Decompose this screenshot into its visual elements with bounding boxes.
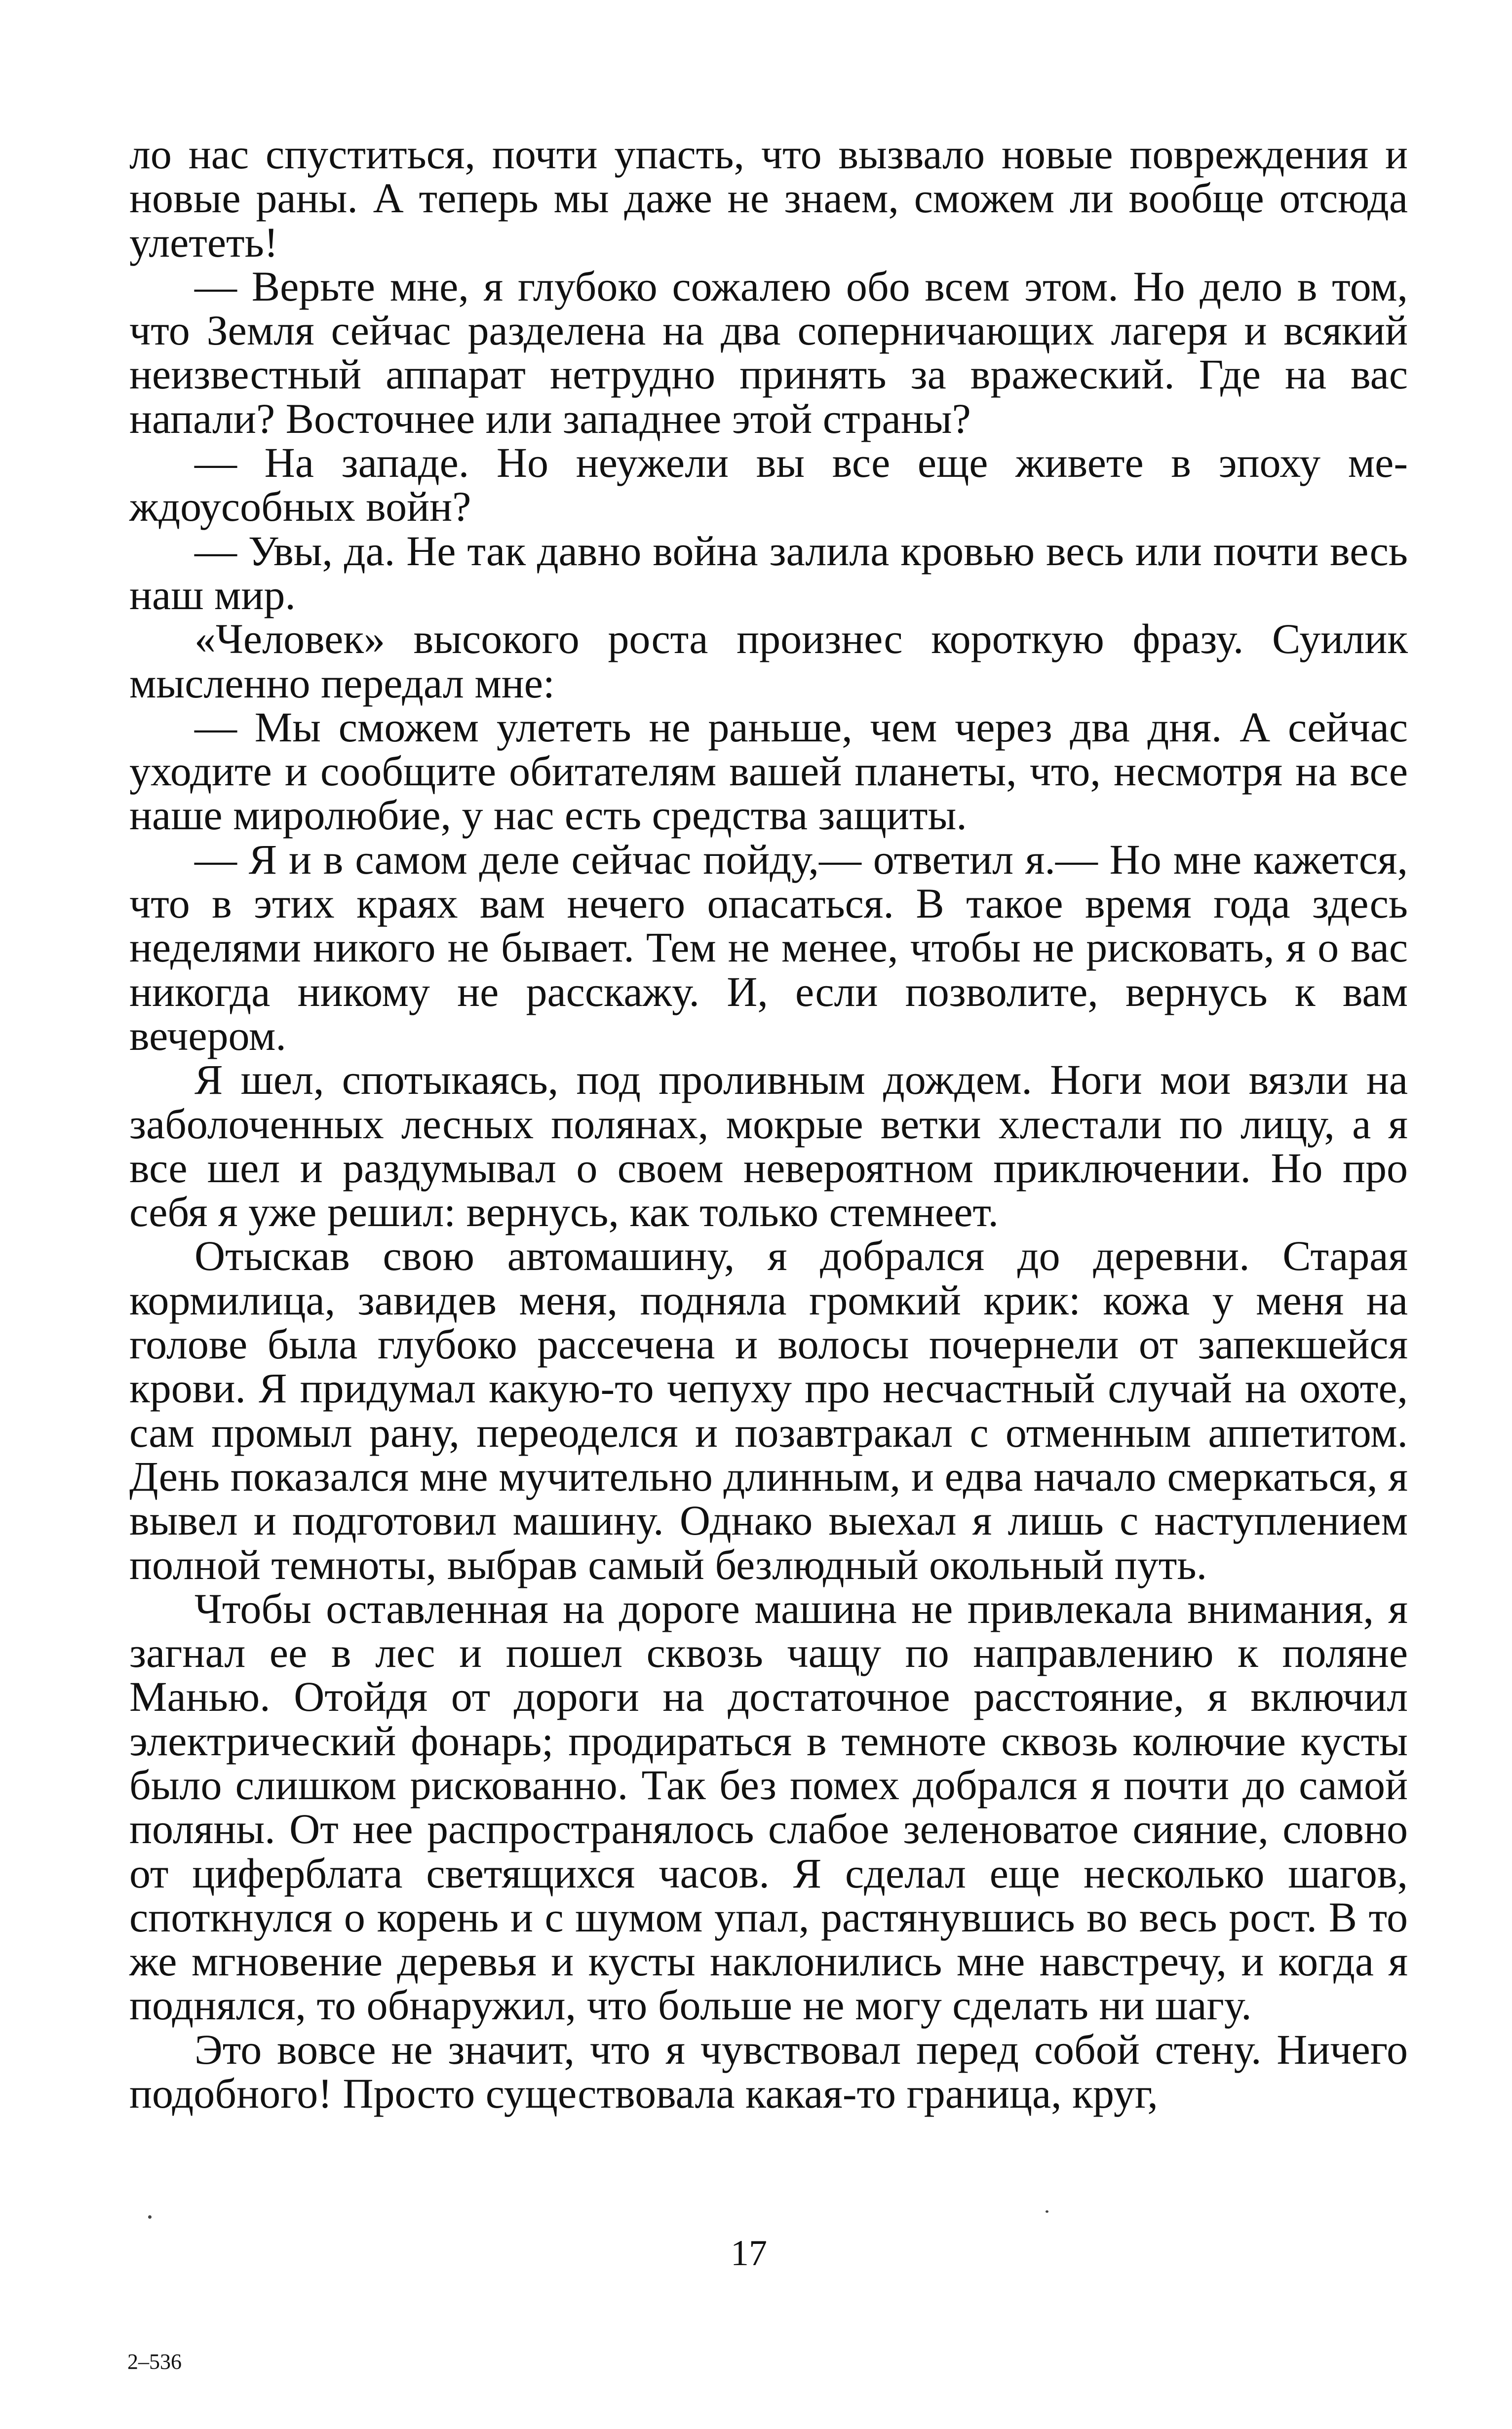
paragraph-10: Чтобы оставленная на дороге машина не привлекала внимания, я загнал ее в лес и пошел сквозь чащу по направлению к поляне Манью. Отойдя от дороги на достаточное расстояние, я включил электрический фонарь; продираться в темноте сквозь колючие кусты было слишком рискованно. Так без помех добрался я почти до самой поляны. От нее распространялось слабое зеленоватое сияние, словно от циферблата светящихся часов. Я сделал еще несколько шагов, споткнулся о корень и с шумом упал, растянувшись во весь рост. В то же мгновение деревья и кусты наклонились мне навстречу, и когда я поднялся, то обнаружил, что больше не могу сделать ни шагу. (129, 1584, 1408, 2029)
page-number: 17 (731, 2233, 767, 2274)
paragraph-4: — Увы, да. Не так давно война залила кровью весь или почти весь наш мир. (129, 527, 1408, 618)
paragraph-2: — Верьте мне, я глубоко сожалею обо всем этом. Но дело в том, что Земля сейчас разделена на два соперничающих лагеря и всякий неизвестный аппарат нетрудно принять за вражеский. Где на вас напали? Восточнее или западнее этой страны? (129, 262, 1408, 442)
paragraph-8: Я шел, спотыкаясь, под проливным дождем. Ноги мои вязли на заболоченных лесных полянах, мокрые ветки хлестали по лицу, а я все шел и раздумывал о своем невероятном приключении. Но про себя я уже решил: вернусь, как только стемнеет. (129, 1056, 1408, 1236)
paragraph-3: — На западе. Но неужели вы все еще живете в эпоху междоусобных войн? (129, 439, 1408, 531)
paragraph-9: Отыскав свою автомашину, я добрался до деревни. Старая кормилица, завидев меня, подняла громкий крик: кожа у меня на голове была глубоко рассечена и волосы почернели от запекшейся крови. Я придумал какую-то чепуху про несчастный случай на охоте, сам промыл рану, переоделся и позавтракал с отменным аппетитом. День показался мне мучительно длинным, и едва начало смеркаться, я вывел и подготовил машину. Однако выехал я лишь с наступлением полной темноты, выбрав самый безлюдный окольный путь. (129, 1232, 1408, 1588)
printer-signature-mark: 2–536 (127, 2350, 182, 2374)
paragraph-7: — Я и в самом деле сейчас пойду,— ответил я.— Но мне кажется, что в этих краях вам нечего опасаться. В такое время года здесь неделями никого не бывает. Тем не менее, чтобы не рисковать, я о вас никогда никому не расскажу. И, если позволите, вернусь к вам вечером. (129, 835, 1408, 1059)
print-speck (148, 2215, 152, 2219)
paragraph-1: ло нас спуститься, почти упасть, что вызвало новые повреждения и новые раны. А теперь мы даже не знаем, сможем ли вообще отсюда улететь! (129, 130, 1408, 266)
body-text (129, 132, 1408, 2116)
paragraph-6: — Мы сможем улететь не раньше, чем через два дня. А сейчас уходите и сообщите обитателям вашей планеты, что, несмотря на все наше миролюбие, у нас есть средства защиты. (129, 703, 1408, 839)
paragraph-5: «Человек» высокого роста произнес короткую фразу. Суилик мысленно передал мне: (129, 615, 1408, 707)
print-speck (1046, 2210, 1048, 2213)
paragraph-11: Это вовсе не значит, что я чувствовал перед собой стену. Ничего подобного! Просто существовала какая-то граница, круг, (129, 2025, 1408, 2118)
